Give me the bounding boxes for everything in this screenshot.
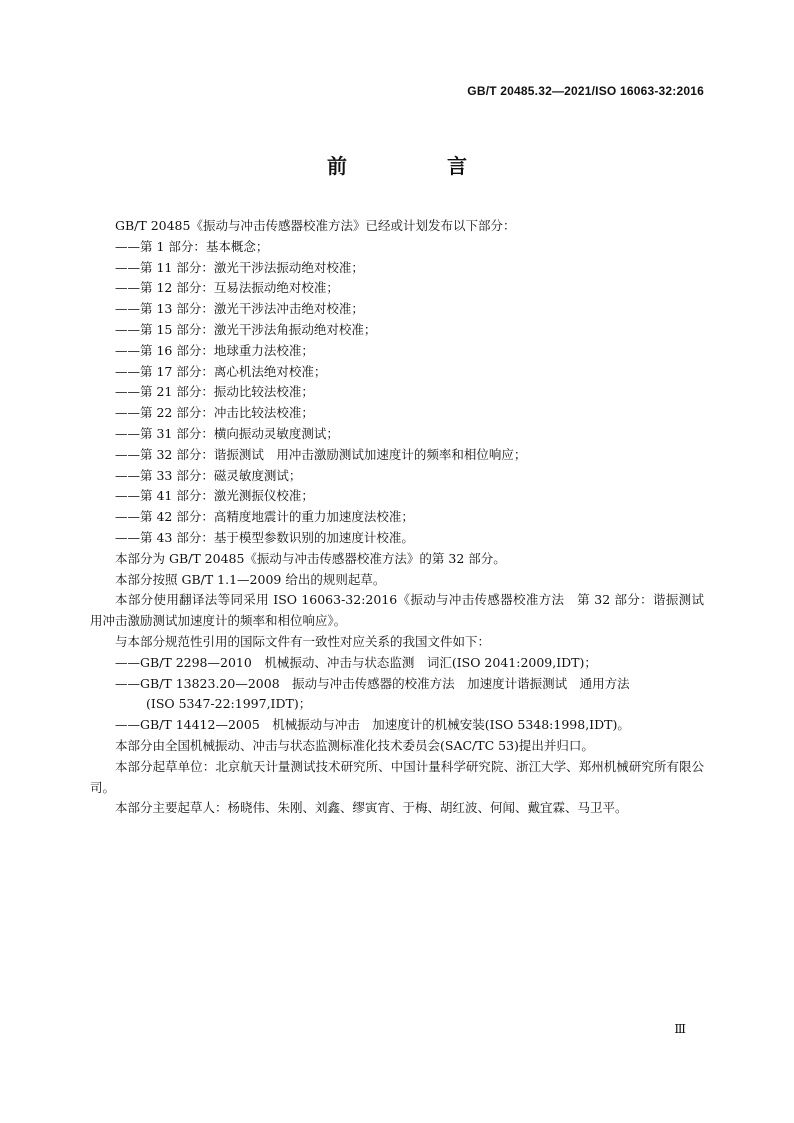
list-item: ——第 43 部分：基于模型参数识别的加速度计校准。 (115, 529, 414, 545)
document-code-header: GB/T 20485.32—2021/ISO 16063-32:2016 (467, 84, 704, 98)
list-item: ——第 42 部分：高精度地震计的重力加速度法校准； (115, 509, 414, 525)
list-item: ——第 31 部分：横向振动灵敏度测试； (115, 425, 339, 441)
drafting-units-paragraph: 本部分起草单位：北京航天计量测试技术研究所、中国计量科学研究院、浙江大学、郑州机械研究所有限公司。 (90, 758, 704, 795)
list-item: ——第 41 部分：激光测振仪校准； (115, 488, 314, 504)
drafters-paragraph: 本部分主要起草人：杨晓伟、朱刚、刘鑫、缪寅宵、于梅、胡红波、何闻、戴宜霖、马卫平。 (115, 800, 628, 816)
list-item: ——第 15 部分：激光干涉法角振动绝对校准； (115, 321, 377, 337)
list-item: ——第 32 部分：谐振测试 用冲击激励测试加速度计的频率和相位响应； (115, 446, 527, 462)
reference-item: ——GB/T 14412—2005 机械振动与冲击 加速度计的机械安装(ISO 5348:1998,IDT)。 (115, 717, 630, 733)
page-title: 前 言 (327, 154, 507, 178)
reference-item: ——GB/T 2298—2010 机械振动、冲击与状态监测 词汇(ISO 2041:2009,IDT)； (115, 654, 597, 670)
list-item: ——第 16 部分：地球重力法校准； (115, 342, 314, 358)
intro-paragraph: GB/T 20485《振动与冲击传感器校准方法》已经或计划发布以下部分： (115, 218, 516, 233)
foreword-body (90, 216, 717, 819)
translation-paragraph: 本部分使用翻译法等同采用 ISO 16063-32:2016《振动与冲击传感器校准方法 第 32 部分：谐振测试 用冲击激励测试加速度计的频率和相位响应》。 (90, 592, 717, 629)
committee-paragraph: 本部分由全国机械振动、冲击与状态监测标准化技术委员会(SAC/TC 53)提出并归口。 (115, 737, 594, 753)
list-item: ——第 22 部分：冲击比较法校准； (115, 405, 314, 421)
list-item: ——第 11 部分：激光干涉法振动绝对校准； (115, 259, 364, 275)
list-item: ——第 13 部分：激光干涉法冲击绝对校准； (115, 301, 364, 317)
page-number: Ⅲ (674, 1022, 686, 1036)
part-statement-paragraph: 本部分为 GB/T 20485《振动与冲击传感器校准方法》的第 32 部分。 (115, 550, 506, 566)
list-item: ——第 33 部分：磁灵敏度测试； (115, 467, 302, 483)
drafting-rules-paragraph: 本部分按照 GB/T 1.1—2009 给出的规则起草。 (115, 571, 386, 587)
references-intro-paragraph: 与本部分规范性引用的国际文件有一致性对应关系的我国文件如下： (115, 633, 491, 649)
list-item: ——第 12 部分：互易法振动绝对校准； (115, 280, 339, 296)
list-item: ——第 17 部分：离心机法绝对校准； (115, 363, 327, 379)
list-item: ——第 21 部分：振动比较法校准； (115, 384, 314, 400)
list-item: ——第 1 部分：基本概念； (115, 238, 269, 254)
reference-item-continuation: (ISO 5347-22:1997,IDT)； (146, 696, 312, 712)
reference-item: ——GB/T 13823.20—2008 振动与冲击传感器的校准方法 加速度计谐振测试 通用方法 (115, 675, 630, 691)
